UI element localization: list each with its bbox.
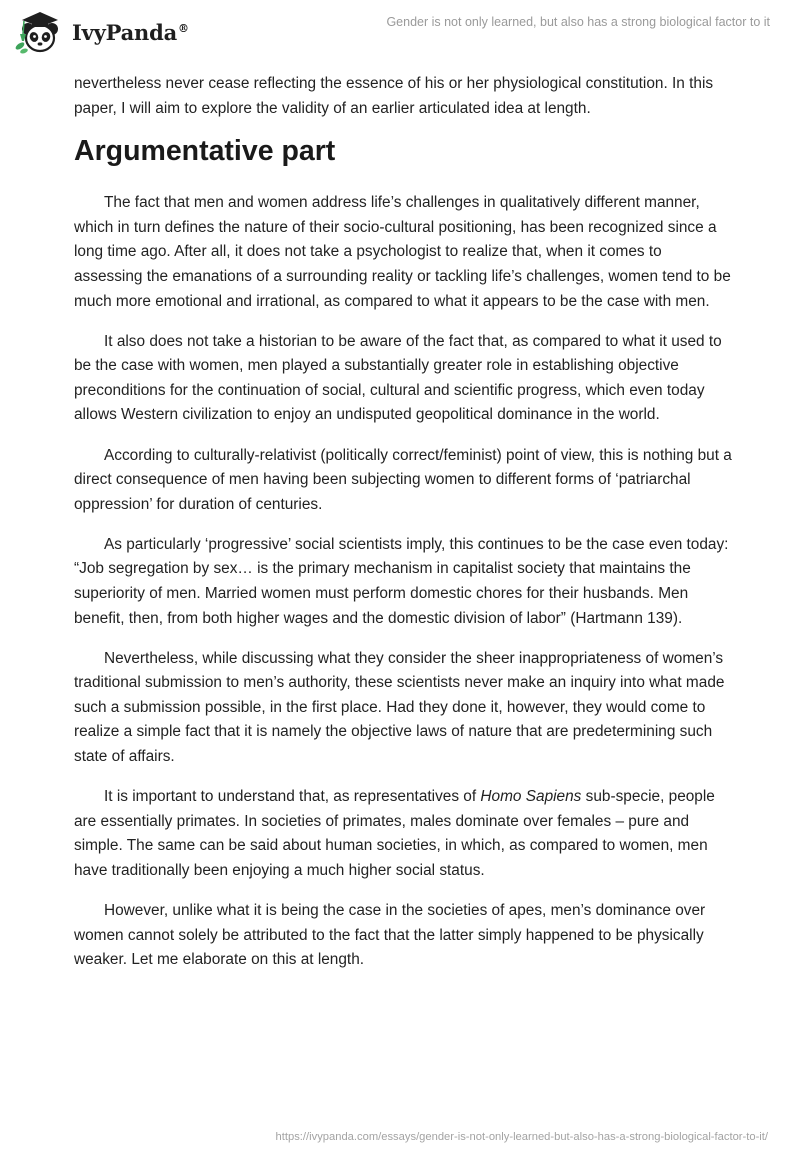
primates-text-after: sub-specie, people are essentially primates. In societies of primates, males dominate over females – pure and simple. The same can be said about human societies, in which, as compared to women, men have traditionally been enjoying a much higher social status. <box>74 788 715 879</box>
source-url-link[interactable]: https://ivypanda.com/essays/gender-is-not-only-learned-but-also-has-a-strong-biological-factor-to-it/ <box>275 1131 768 1143</box>
body-paragraph: The fact that men and women address life’s challenges in qualitatively different manner, which in turn defines the nature of their socio-cultural positioning, has been recognized since a long time ago. After all, it does not take a psychologist to realize that, when it comes to assessing the emanations of a surrounding reality or tackling life’s challenges, women tend to be much more emotional and irrational, as compared to what it appears to be the case with men. <box>74 194 731 310</box>
panda-graduate-icon <box>12 8 70 56</box>
species-name: Homo Sapiens <box>480 788 582 806</box>
body-paragraph-primates <box>74 785 734 883</box>
body-paragraph: Nevertheless, while discussing what they consider the sheer inappropriateness of women’s traditional submission to men’s authority, these scientists never make an inquiry into what made such a submission possible, in the first place. Had they done it, however, they would come to realize a simple fact that it is namely the objective laws of nature that are predetermining such state of affairs. <box>74 649 725 766</box>
page-header <box>0 0 800 64</box>
document-title: Gender is not only learned, but also has a strong biological factor to it <box>386 15 770 29</box>
section-heading: Argumentative part <box>74 135 336 168</box>
primates-text-before: It is important to understand that, as representatives of <box>104 788 481 806</box>
intro-paragraph: nevertheless never cease reflecting the essence of his or her physiological constitution. In this paper, I will aim to explore the validity of an earlier articulated idea at length. <box>74 75 714 117</box>
brand-name <box>72 20 189 45</box>
essay-content <box>74 72 734 988</box>
body-paragraph-quote: As particularly ‘progressive’ social scientists imply, this continues to be the case even today: “Job segregation by sex… is the primary mechanism in capitalist society that maintains the superiority of men. Married women must perform domestic chores for their husbands. Men benefit, then, from both higher wages and the domestic division of labor” (Hartmann 139). <box>74 535 729 627</box>
brand-name-text: IvyPanda <box>72 19 178 45</box>
body-paragraph: However, unlike what it is being the case in the societies of apes, men’s dominance over women cannot solely be attributed to the fact that the latter simply happened to be physically weaker. Let me elaborate on this at length. <box>74 902 706 969</box>
body-paragraph: According to culturally-relativist (politically correct/feminist) point of view, this is nothing but a direct consequence of men having been subjecting women to different forms of ‘patriarchal oppression’ for duration of centuries. <box>74 446 732 513</box>
registered-mark: ® <box>178 21 189 35</box>
ivypanda-logo[interactable] <box>12 8 189 56</box>
body-paragraph: It also does not take a historian to be aware of the fact that, as compared to what it used to be the case with women, men played a substantially greater role in establishing objective preconditions for the continuation of social, cultural and scientific progress, which even today allows Western civilization to enjoy an undisputed geopolitical dominance in the world. <box>74 332 722 424</box>
